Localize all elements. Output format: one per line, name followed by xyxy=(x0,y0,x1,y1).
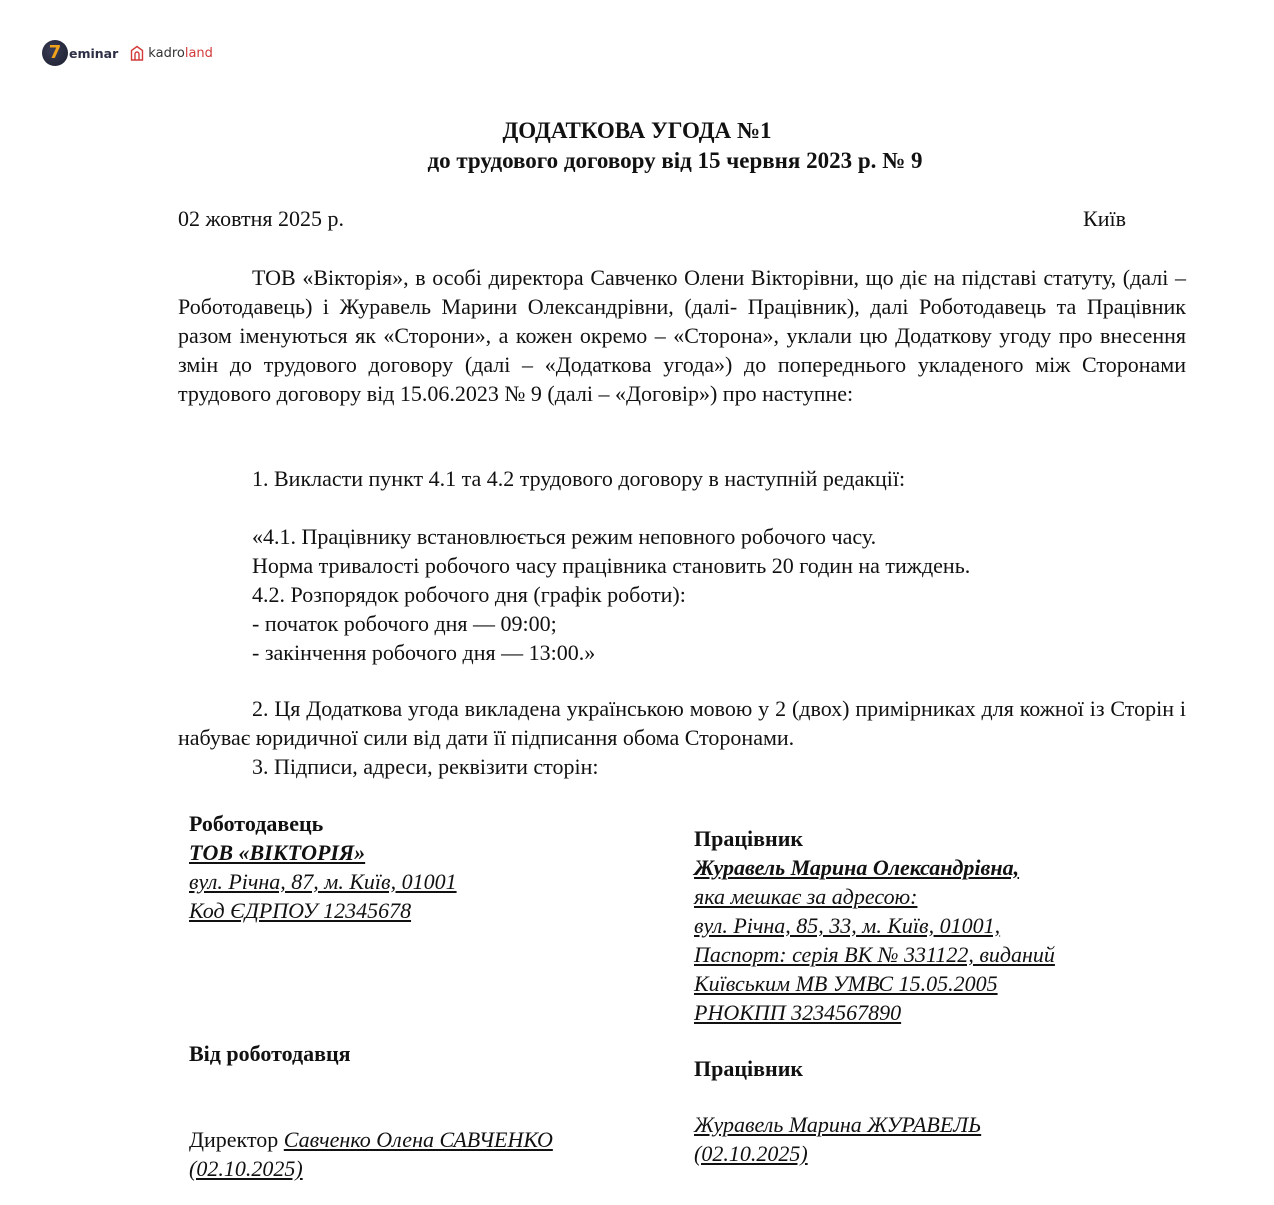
clause-2-paragraph: 2. Ця Додаткова угода викладена українською мовою у 2 (двох) примірниках для кожної із Сторін і набуває юридичної сили від дати її підписання обома Сторонами. xyxy=(178,696,1186,750)
employee-name: Журавель Марина Олександрівна, xyxy=(694,855,1020,880)
employer-details xyxy=(189,809,457,925)
employer-position: Директор xyxy=(189,1127,284,1152)
employer-label: Роботодавець xyxy=(189,811,324,836)
seven-circle-logo-icon: 7 xyxy=(42,40,68,66)
employee-sign-label-text: Працівник xyxy=(694,1056,804,1081)
employer-sign-label-text: Від роботодавця xyxy=(189,1041,351,1066)
employer-signature-block xyxy=(189,1125,553,1183)
dateline xyxy=(178,206,1126,232)
document-date: 02 жовтня 2025 р. xyxy=(178,206,344,231)
intro-paragraph: ТОВ «Вікторія», в особі директора Савченко Олени Вікторівни, що діє на підставі статуту, (далі – Роботодавець) і Журавель Марини Олександрівни, (далі- Працівник), далі Роботодавець та Працівник разом іменуються як «Сторони», а кожен окремо – «Сторона», уклали цю Додаткову угоду про внесення змін до трудового договору (далі – «Додаткова угода») до попереднього укладеного між Сторонами трудового договору від 15.06.2023 № 9 (далі – «Договір») про наступне: xyxy=(178,265,1186,406)
employer-signature: Савченко Олена САВЧЕНКО xyxy=(283,1127,553,1152)
employee-label: Працівник xyxy=(694,826,804,851)
employer-name: ТОВ «ВІКТОРІЯ» xyxy=(189,840,366,865)
seminar-logo xyxy=(42,40,118,66)
employee-details xyxy=(694,824,1055,1027)
employee-sign-label xyxy=(694,1054,803,1083)
kadroland-logo-text-dark: kadro xyxy=(148,45,185,61)
employee-lives: яка мешкає за адресою: xyxy=(694,884,918,909)
employee-sign-date: (02.10.2025) xyxy=(694,1141,808,1166)
logos xyxy=(42,40,213,66)
employee-signature-block xyxy=(694,1110,981,1168)
employer-sign-label xyxy=(189,1039,351,1068)
house-logo-icon xyxy=(130,45,144,61)
seminar-logo-text: eminar xyxy=(69,45,119,61)
clause-1-line: Норма тривалості робочого часу працівника становить 20 годин на тиждень. xyxy=(252,553,971,578)
kadroland-logo xyxy=(130,45,213,61)
clause-3-heading: 3. Підписи, адреси, реквізити сторін: xyxy=(252,754,599,779)
employee-passport-issued: Київським МВ УМВС 15.05.2005 xyxy=(694,971,998,996)
employee-passport: Паспорт: серія ВК № 331122, виданий xyxy=(694,942,1055,967)
employee-tax-id: РНОКПП 3234567890 xyxy=(694,1000,902,1025)
clause-1-line: 4.2. Розпорядок робочого дня (графік роботи): xyxy=(252,582,686,607)
employee-address: вул. Річна, 85, 33, м. Київ, 01001, xyxy=(694,913,1001,938)
employer-code: Код ЄДРПОУ 12345678 xyxy=(189,898,412,923)
employee-signature: Журавель Марина ЖУРАВЕЛЬ xyxy=(694,1112,982,1137)
employer-sign-date: (02.10.2025) xyxy=(189,1156,303,1181)
document-city: Київ xyxy=(1083,206,1126,231)
clause-1-line: - початок робочого дня — 09:00; xyxy=(252,611,557,636)
employer-address: вул. Річна, 87, м. Київ, 01001 xyxy=(189,869,457,894)
kadroland-logo-text-accent: land xyxy=(184,45,213,61)
clause-1-line: - закінчення робочого дня — 13:00.» xyxy=(252,640,596,665)
document-subtitle: до трудового договору від 15 червня 2023 р. № 9 xyxy=(427,148,923,173)
document-title: ДОДАТКОВА УГОДА №1 xyxy=(502,118,772,143)
clause-1-heading: 1. Викласти пункт 4.1 та 4.2 трудового договору в наступній редакції: xyxy=(252,466,906,491)
clause-1-line: «4.1. Працівнику встановлюється режим неповного робочого часу. xyxy=(252,524,877,549)
